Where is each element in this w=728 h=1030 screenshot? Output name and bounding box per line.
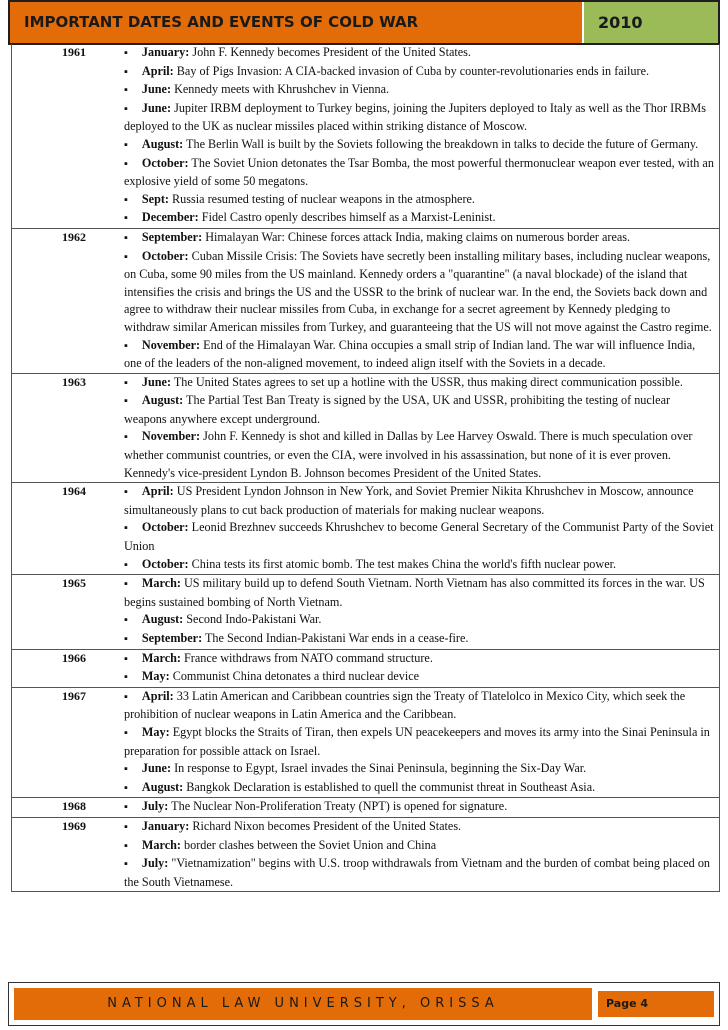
event-item: [112, 44, 715, 63]
event-text: Communist China detonates a third nuclear device: [169, 669, 420, 684]
row-year: 1967: [62, 688, 86, 703]
event-text: Egypt blocks the Straits of Tiran, then expels UN peacekeepers and moves its army into the Sinai Peninsula in preparation for possible attack on Israel.: [124, 724, 710, 758]
event-text: John F. Kennedy is shot and killed in Dallas by Lee Harvey Oswald. There is much speculation over whether communist countries, or even the CIA, were involved in his assassination, but none of it is ever proven. Kennedy's vice-president Lyndon B. Johnson becomes President of the United States.: [124, 429, 693, 480]
event-item: [112, 428, 715, 482]
event-text: Jupiter IRBM deployment to Turkey begins, joining the Jupiters deployed to Italy as well as the Thor IRBMs deployed to the UK as nuclear missiles placed within striking distance of Moscow.: [124, 100, 706, 134]
row-events: [112, 818, 719, 891]
event-text: The Partial Test Ban Treaty is signed by the USA, UK and USSR, prohibiting the testing of nuclear weapons anywhere except underground.: [124, 393, 671, 426]
event-month: November:: [141, 429, 201, 444]
event-item: [112, 668, 715, 687]
event-month: October:: [141, 248, 189, 263]
row-year: 1962: [62, 229, 86, 244]
event-text: End of the Himalayan War. China occupies a small strip of Indian land. The war will influence India, one of the leaders of the non-aligned movement, to indeed align itself with the Soviets in a decade.: [124, 337, 696, 371]
event-item: [112, 191, 715, 210]
row-year: 1968: [62, 799, 86, 814]
event-text: In response to Egypt, Israel invades the Sinai Peninsula, beginning the Six-Day War.: [171, 761, 587, 776]
row-year: 1965: [62, 576, 86, 591]
event-item: [112, 337, 715, 373]
event-item: [112, 575, 715, 611]
event-item: [112, 229, 715, 248]
event-month: December:: [141, 210, 199, 225]
event-text: US President Lyndon Johnson in New York, and Soviet Premier Nikita Khrushchev in Moscow, announce simultaneously plans to cut back production of materials for making nuclear weapons.: [124, 484, 694, 517]
event-text: France withdraws from NATO command structure.: [180, 650, 433, 665]
event-item: [112, 724, 715, 760]
event-text: 33 Latin American and Caribbean countries sign the Treaty of Tlatelolco in Mexico City, which seek the prohibition of nuclear weapons in Latin America and the Caribbean.: [124, 688, 686, 722]
event-month: April:: [141, 63, 174, 78]
event-month: Sept:: [141, 191, 169, 206]
row-year: 1966: [62, 650, 86, 665]
event-month: September:: [141, 229, 203, 244]
table-row: [12, 44, 719, 228]
table-row: [12, 817, 719, 891]
event-item: [112, 556, 715, 575]
event-month: June:: [141, 761, 172, 776]
event-text: The Second Indian-Pakistani War ends in a cease-fire.: [202, 631, 469, 645]
event-item: [112, 818, 715, 837]
event-month: June:: [141, 374, 172, 389]
event-text: Cuban Missile Crisis: The Soviets have secretly been installing military bases, including nuclear weapons, on Cuba, some 90 miles from the US mainland. Kennedy orders a "quarantine" (a naval blockade) of the island that intensifies the crisis and brings the US and the USSR to the brink of nuclear war. In the end, the Soviets back down and agree to withdraw their nuclear missiles from Cuba, in exchange for a secret agreement by Kennedy pledging to withdraw similar American missiles from Turkey, and guaranteeing that the US will not move against the Castro regime.: [124, 248, 712, 334]
table-row: [12, 797, 719, 817]
event-item: [112, 688, 715, 724]
page-footer: [8, 982, 720, 1026]
event-item: [112, 483, 715, 519]
row-year: 1964: [62, 484, 86, 499]
event-month: August:: [141, 136, 184, 151]
row-year: 1963: [62, 374, 86, 389]
event-item: [112, 837, 715, 856]
event-item: [112, 760, 715, 779]
table-row: [12, 482, 719, 574]
event-month: August:: [141, 779, 184, 794]
event-item: [112, 611, 715, 630]
event-text: The United States agrees to set up a hotline with the USSR, thus making direct communication possible.: [171, 374, 683, 389]
event-item: [112, 798, 715, 817]
event-text: Russia resumed testing of nuclear weapons in the atmosphere.: [169, 191, 475, 206]
event-text: John F. Kennedy becomes President of the United States.: [189, 45, 471, 59]
row-year: 1969: [62, 818, 86, 833]
table-row: [12, 649, 719, 687]
row-events: [112, 44, 719, 228]
event-text: US military build up to defend South Vietnam. North Vietnam has also committed its forces in the war. US begins sustained bombing of North Vietnam.: [124, 576, 705, 609]
event-month: May:: [141, 724, 170, 739]
event-item: [112, 209, 715, 228]
event-item: [112, 630, 715, 649]
event-month: October:: [141, 520, 189, 535]
event-month: August:: [141, 393, 184, 408]
table-row: [12, 574, 719, 648]
event-month: March:: [141, 837, 181, 852]
event-text: Bangkok Declaration is established to quell the communist threat in Southeast Asia.: [183, 779, 596, 794]
row-events: [112, 798, 719, 817]
university-name: NATIONAL LAW UNIVERSITY, ORISSA: [14, 988, 592, 1020]
event-text: China tests its first atomic bomb. The test makes China the world's fifth nuclear power.: [188, 556, 617, 571]
event-item: [112, 779, 715, 798]
event-item: [112, 81, 715, 100]
event-month: January:: [141, 818, 190, 833]
event-item: [112, 100, 715, 136]
event-item: [112, 248, 715, 337]
event-month: March:: [141, 576, 181, 591]
event-month: April:: [141, 688, 174, 703]
row-events: [112, 688, 719, 798]
event-item: [112, 374, 715, 393]
event-text: Leonid Brezhnev succeeds Khrushchev to become General Secretary of the Communist Party of the Soviet Union: [124, 520, 714, 554]
events-table: [11, 44, 720, 892]
event-item: [112, 155, 715, 191]
event-text: The Soviet Union detonates the Tsar Bomba, the most powerful thermonuclear weapon ever tested, with an explosive yield of some 50 megatons.: [124, 155, 714, 189]
document-year: 2010: [582, 2, 718, 43]
document-title: IMPORTANT DATES AND EVENTS OF COLD WAR: [10, 2, 582, 43]
event-text: Second Indo-Pakistani War.: [183, 612, 322, 627]
event-item: [112, 136, 715, 155]
event-item: [112, 392, 715, 428]
event-month: July:: [141, 799, 169, 814]
event-text: Bay of Pigs Invasion: A CIA-backed invasion of Cuba by counter-revolutionaries ends in failure.: [173, 63, 650, 78]
event-text: The Nuclear Non-Proliferation Treaty (NPT) is opened for signature.: [168, 799, 508, 814]
event-text: border clashes between the Soviet Union and China: [180, 837, 437, 852]
event-item: [112, 855, 715, 891]
event-item: [112, 650, 715, 669]
table-row: [12, 373, 719, 483]
row-events: [112, 374, 719, 483]
event-text: Himalayan War: Chinese forces attack India, making claims on numerous border areas.: [202, 229, 631, 244]
row-events: [112, 483, 719, 574]
event-month: October:: [141, 556, 189, 571]
event-text: "Vietnamization" begins with U.S. troop withdrawals from Vietnam and the burden of combat being placed on the South Vietnamese.: [124, 856, 711, 889]
page-number: Page 4: [598, 991, 714, 1017]
event-month: June:: [141, 100, 172, 115]
event-month: August:: [141, 612, 184, 627]
event-month: June:: [141, 82, 172, 97]
event-month: September:: [141, 631, 203, 645]
event-item: [112, 519, 715, 555]
row-events: [112, 229, 719, 373]
row-year: 1961: [62, 45, 86, 59]
event-month: July:: [141, 856, 169, 871]
event-text: Fidel Castro openly describes himself as a Marxist-Leninist.: [198, 210, 496, 225]
table-row: [12, 687, 719, 798]
event-month: October:: [141, 155, 189, 170]
table-row: [12, 228, 719, 373]
event-text: Richard Nixon becomes President of the United States.: [189, 818, 462, 833]
event-text: Kennedy meets with Khrushchev in Vienna.: [171, 82, 390, 97]
row-events: [112, 650, 719, 687]
event-month: April:: [141, 484, 174, 499]
event-month: January:: [141, 45, 190, 59]
page-header: [8, 0, 720, 45]
event-month: March:: [141, 650, 181, 665]
event-month: November:: [141, 337, 201, 352]
event-item: [112, 63, 715, 82]
event-text: The Berlin Wall is built by the Soviets following the breakdown in talks to decide the future of Germany.: [183, 136, 699, 151]
row-events: [112, 575, 719, 648]
event-month: May:: [141, 669, 170, 684]
